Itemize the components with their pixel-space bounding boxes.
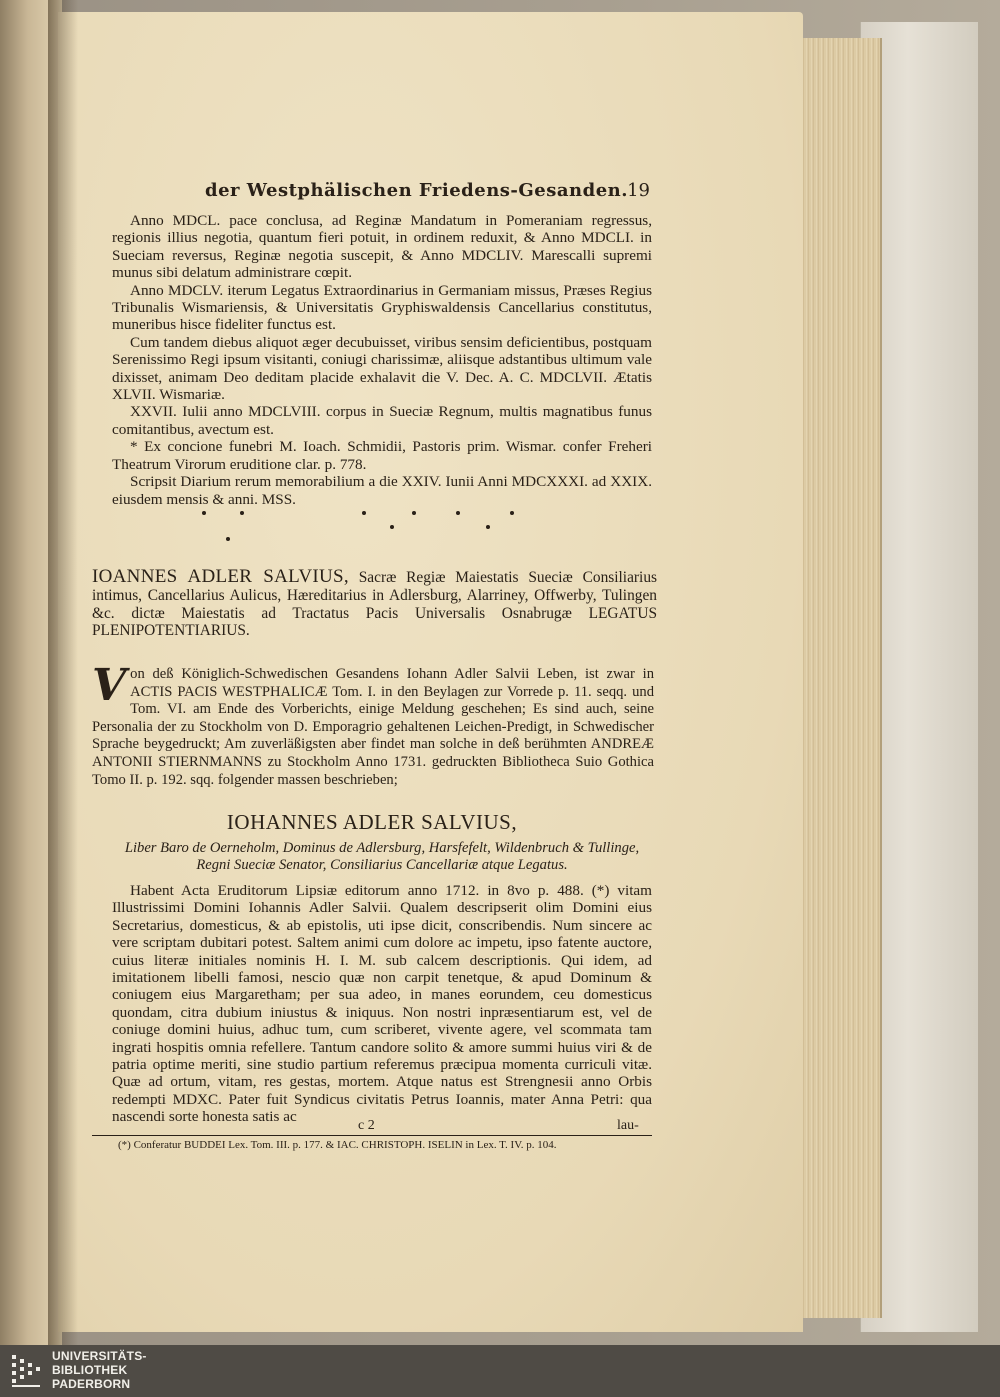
page-header	[205, 180, 650, 210]
library-logo-icon	[10, 1351, 46, 1391]
library-footer	[0, 1345, 1000, 1397]
paragraph-3: Cum tandem diebus aliquot æger decubuisset, viribus sensim deficientibus, postquam Serenissimo Regi ipsum visitanti, coniugi charissimæ, aliisque adstantibus ultimum vale dixisset, animam Deo deditam placide exhalavit die V. Dec. A. C. MDCLVII. Ætatis XLVII. Wismariæ.	[112, 333, 652, 404]
library-line-1: UNIVERSITÄTS-	[52, 1349, 147, 1363]
dot	[226, 537, 230, 541]
paragraph-4: XXVII. Iulii anno MDCLVIII. corpus in Sueciæ Regnum, multis magnatibus funus comitantibus, avectum est.	[112, 403, 652, 438]
dot	[486, 525, 490, 529]
dot	[456, 511, 460, 515]
library-name	[52, 1349, 147, 1391]
dot	[362, 511, 366, 515]
section-description: Sacræ Regiæ Maiestatis Sueciæ Consiliarius intimus, Cancellarius Aulicus, Hæreditarius in Adlersburg, Alarriney, Offwerby, Tulingen &c. dictæ Maiestatis ad Tractatus Pacis Universalis Osnabrugæ LEGATUS PLENIPOTENTIARIUS.	[92, 569, 658, 640]
footnote: (*) Conferatur BUDDEI Lex. Tom. III. p. 177. & IAC. CHRISTOPH. ISELIN in Lex. T. IV. p. 104.	[118, 1139, 557, 1151]
catchword: lau-	[617, 1118, 639, 1133]
dot	[240, 511, 244, 515]
german-paragraph	[92, 660, 654, 789]
book-page-edges	[790, 38, 882, 1318]
dot	[510, 511, 514, 515]
paragraph-2: Anno MDCLV. iterum Legatus Extraordinarius in Germaniam missus, Præses Regius Tribunalis Wismariensis, & Universitatis Gryphiswaldensis Cancellarius constitutus, muneribus hisce fideliter functus est.	[112, 281, 652, 334]
entry-title: IOHANNES ADLER SALVIUS,	[226, 810, 518, 834]
gutter-shadow	[48, 0, 78, 1345]
section-name: IOANNES ADLER SALVIUS,	[92, 566, 349, 587]
running-title: der Westphälischen Friedens-Gesanden.	[205, 180, 628, 201]
library-line-3: PADERBORN	[52, 1377, 131, 1391]
dot	[390, 525, 394, 529]
german-text: on deß Königlich-Schwedischen Gesandens Iohann Adler Salvii Leben, ist zwar in ACTIS PACIS WESTPHALICÆ Tom. I. in den Beylagen zur Vorrede p. 11. seqq. und Tom. VI. am Ende des Vorberichts, einige Meldung geschehen; Es sind auch, seine Personalia der zu Stockholm von D. Emporagrio gehaltenen Leichen-Predigt, in Schwedischer Sprache beygedruckt; Am zuverläßigsten aber findet man solche in deß berühmten ANDREÆ ANTONII STIERNMANNS zu Stockholm Anno 1731. gedruckten Bibliotheca Suio Gothica Tomo II. p. 192. sqq. folgender massen beschrieben;	[92, 666, 654, 788]
section-heading	[92, 568, 657, 640]
main-text	[112, 882, 652, 1126]
dot	[412, 511, 416, 515]
drop-cap: V	[92, 660, 127, 711]
dot	[202, 511, 206, 515]
paragraph-6: Scripsit Diarium rerum memorabilium a die XXIV. Iunii Anni MDCXXXI. ad XXIX. eiusdem mensis & anni. MSS.	[112, 473, 652, 508]
ornamental-dots	[190, 505, 530, 545]
entry-subtitle: Liber Baro de Oerneholm, Dominus de Adlersburg, Harsfefelt, Wildenbruch & Tullinge, Regni Sueciæ Senator, Consiliarius Cancellariæ atque Legatus.	[124, 840, 640, 874]
footnote-rule	[92, 1135, 652, 1136]
paragraph-1: Anno MDCL. pace conclusa, ad Reginæ Mandatum in Pomeraniam regressus, regionis illius negotia, quantum fieri potuit, in ordinem reduxit, & Anno MDCLI. in Sueciam reversus, Reginæ negotia suscepit, & Anno MDCLIV. Marescalli supremi munus sibi delatum administrare cœpit.	[112, 212, 652, 282]
library-line-2: BIBLIOTHEK	[52, 1363, 128, 1377]
top-text-block	[112, 212, 652, 508]
paragraph-5: * Ex concione funebri M. Ioach. Schmidii, Pastoris prim. Wismar. confer Freheri Theatrum Virorum eruditione clar. p. 778.	[112, 438, 652, 473]
page-number: 19	[627, 180, 650, 201]
signature-mark: c 2	[358, 1118, 375, 1133]
main-paragraph: Habent Acta Eruditorum Lipsiæ editorum anno 1712. in 8vo p. 488. (*) vitam Illustrissimi Domini Iohannis Adler Salvii. Qualem descripserit olim Domini eius Secretarius, domesticus, & ab epistolis, uti ipse dicit, conscribendis. Num sincere ac vere scriptam dubitari potest. Saltem animi cum dolore ac impetu, ipso fatente auctore, cuius literæ initiales nominis H. I. M. sub calcem descriptionis. Qui idem, ad imitationem libelli famosi, nescio quæ non carpit tenetque, & apud Dominum & coniugem eius Margaretham; per sua adeo, in manes eorundem, ceu domesticus quondam, citra dubium iniustus & iniquus. Non nostri inpræsentiarum est, vel de coniuge domini huius, adhuc tum, cum scriberet, vivente agere, vel scommata tam ingrati hospitis omnia refellere. Tantum candore solito & amore summi huius viri & de patria optime meriti, sine studio partium referemus præcipua momenta curriculi vitæ. Quæ ad ortum, vitam, res gestas, mortem. Atque natus est Strengnesii anno Orbis redempti MDXC. Pater fuit Syndicus civitatis Petrus Ioannis, mater Anna Petri: qua nascendi sorte honesta satis ac	[112, 882, 652, 1126]
